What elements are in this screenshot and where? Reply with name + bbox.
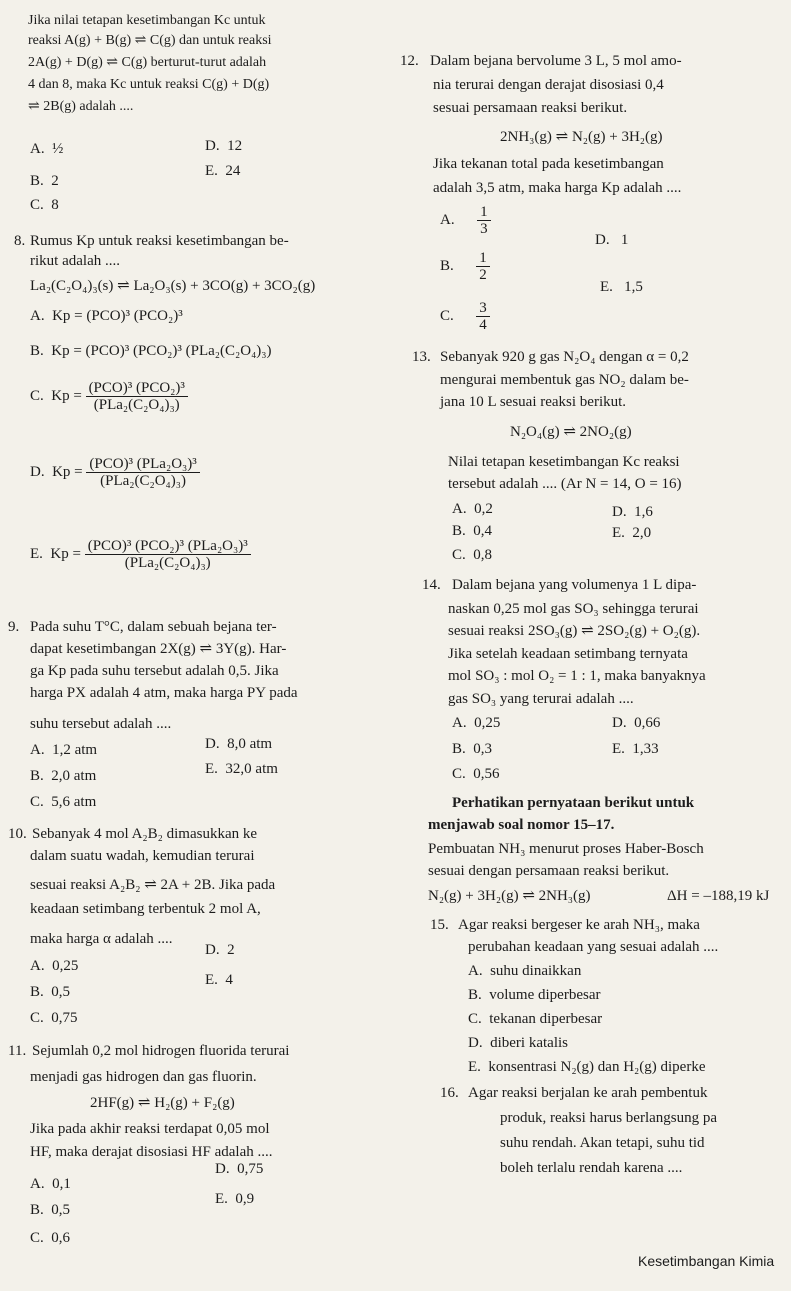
q9-number: 9. — [8, 619, 20, 635]
q9-option-c: C. 5,6 atm — [30, 794, 97, 810]
q10-line1: Sebanyak 4 mol A₂B₂ dimasukkan ke — [32, 826, 258, 842]
q7-option-d: D. 12 — [205, 138, 243, 154]
q8-option-b: B. Kp = (PCO)³ (PCO₂)³ (PLa₂(C₂O₄)₃) — [30, 343, 272, 359]
q14-line5: mol SO₃ : mol O₂ = 1 : 1, maka banyaknya — [448, 668, 706, 684]
q10-option-d: D. 2 — [205, 942, 235, 958]
q7-option-c: C. 8 — [30, 197, 59, 213]
q8-option-e: E. Kp = $\frac{\text{(PCO)³ (PCO₂)³ (PLa₂O₃)³}}{\text{(PLa₂(C₂O₄)₃)}}$ — [30, 538, 251, 571]
stimulus-line2: menjawab soal nomor 15–17. — [428, 817, 615, 833]
q14-option-c: C. 0,56 — [452, 766, 500, 782]
q11-reaction: 2HF(g) ⇌ H₂(g) + F₂(g) — [90, 1095, 235, 1111]
q12-line1: Dalam bejana bervolume 3 L, 5 mol amo- — [430, 53, 682, 69]
q15-option-a: A. suhu dinaikkan — [468, 963, 582, 979]
q11-option-b: B. 0,5 — [30, 1202, 71, 1218]
q8-line2: rikut adalah .... — [30, 253, 120, 269]
q11-option-d: D. 0,75 — [215, 1161, 264, 1177]
q12-line2: nia terurai dengan derajat disosiasi 0,4 — [433, 77, 664, 93]
q15-option-b: B. volume diperbesar — [468, 987, 601, 1003]
q7-line1: Jika nilai tetapan kesetimbangan Kc untuk — [28, 13, 266, 28]
q13-option-b: B. 0,4 — [452, 523, 493, 539]
q9-option-b: B. 2,0 atm — [30, 768, 97, 784]
q11-option-e: E. 0,9 — [215, 1191, 255, 1207]
q15-option-c: C. tekanan diperbesar — [468, 1011, 603, 1027]
q12-number: 12. — [400, 53, 419, 69]
q12-option-b: B. $\frac{1}{2}$ — [440, 250, 490, 283]
q9-option-e: E. 32,0 atm — [205, 761, 278, 777]
q13-line4: Nilai tetapan kesetimbangan Kc reaksi — [448, 454, 680, 470]
q13-option-e: E. 2,0 — [612, 525, 652, 541]
q9-option-d: D. 8,0 atm — [205, 736, 273, 752]
q16-line3: suhu rendah. Akan tetapi, suhu tid — [500, 1135, 705, 1151]
q9-line3: ga Kp pada suhu tersebut adalah 0,5. Jika — [30, 663, 279, 679]
q8-option-c: C. Kp = $\frac{\text{(PCO)³ (PCO₂)³}}{\text{(PLa₂(C₂O₄)₃)}}$ — [30, 380, 188, 413]
q9-line5: suhu tersebut adalah .... — [30, 716, 172, 732]
q12-line5: adalah 3,5 atm, maka harga Kp adalah .... — [433, 180, 682, 196]
q7-option-a: A. ½ — [30, 141, 64, 157]
q14-option-a: A. 0,25 — [452, 715, 501, 731]
stimulus-reaction: N₂(g) + 3H₂(g) ⇌ 2NH₃(g) — [428, 888, 591, 904]
q7-option-e: E. 24 — [205, 163, 241, 179]
q16-number: 16. — [440, 1085, 459, 1101]
q10-option-e: E. 4 — [205, 972, 233, 988]
q8-number: 8. — [14, 233, 26, 249]
q10-number: 10. — [8, 826, 27, 842]
q9-line1: Pada suhu T°C, dalam sebuah bejana ter- — [30, 619, 277, 635]
q10-line4: keadaan setimbang terbentuk 2 mol A, — [30, 901, 261, 917]
q11-number: 11. — [8, 1043, 27, 1059]
q13-option-c: C. 0,8 — [452, 547, 493, 563]
q15-line1: Agar reaksi bergeser ke arah NH₃, maka — [458, 917, 700, 933]
q12-line3: sesuai persamaan reaksi berikut. — [433, 100, 628, 116]
q10-line3: sesuai reaksi A₂B₂ ⇌ 2A + 2B. Jika pada — [30, 877, 276, 893]
q11-line2: menjadi gas hidrogen dan gas fluorin. — [30, 1069, 257, 1085]
q14-line6: gas SO₃ yang terurai adalah .... — [448, 691, 634, 707]
q15-option-e: E. konsentrasi N₂(g) dan H₂(g) diperke — [468, 1059, 706, 1075]
q13-line5: tersebut adalah .... (Ar N = 14, O = 16) — [448, 476, 682, 492]
q8-reaction: La₂(C₂O₄)₃(s) ⇌ La₂O₃(s) + 3CO(g) + 3CO₂(g) — [30, 278, 316, 294]
q16-line1: Agar reaksi berjalan ke arah pembentuk — [468, 1085, 708, 1101]
q12-line4: Jika tekanan total pada kesetimbangan — [433, 156, 664, 172]
q12-reaction: 2NH₃(g) ⇌ N₂(g) + 3H₂(g) — [500, 129, 663, 145]
q13-line3: jana 10 L sesuai reaksi berikut. — [440, 394, 627, 410]
q13-number: 13. — [412, 349, 431, 365]
q7-option-b: B. 2 — [30, 173, 59, 189]
q14-line1: Dalam bejana yang volumenya 1 L dipa- — [452, 577, 697, 593]
stimulus-line4: sesuai dengan persamaan reaksi berikut. — [428, 863, 670, 879]
q8-option-d: D. Kp = $\frac{\text{(PCO)³ (PLa₂O₃)³}}{\text{(PLa₂(C₂O₄)₃)}}$ — [30, 456, 200, 489]
q13-line1: Sebanyak 920 g gas N₂O₄ dengan α = 0,2 — [440, 349, 689, 365]
q12-option-c: C. $\frac{3}{4}$ — [440, 300, 490, 333]
q11-line3: Jika pada akhir reaksi terdapat 0,05 mol — [30, 1121, 270, 1137]
q9-option-a: A. 1,2 atm — [30, 742, 98, 758]
q14-number: 14. — [422, 577, 441, 593]
q16-line2: produk, reaksi harus berlangsung pa — [500, 1110, 718, 1126]
q13-line2: mengurai membentuk gas NO₂ dalam be- — [440, 372, 689, 388]
q10-line5: maka harga α adalah .... — [30, 931, 173, 947]
q12-option-a: A. $\frac{1}{3}$ — [440, 204, 491, 237]
q7-line5: ⇌ 2B(g) adalah .... — [28, 99, 134, 114]
q7-line2: reaksi A(g) + B(g) ⇌ C(g) dan untuk reaksi — [28, 33, 272, 48]
q10-line2: dalam suatu wadah, kemudian terurai — [30, 848, 255, 864]
q10-option-b: B. 0,5 — [30, 984, 71, 1000]
q15-line2: perubahan keadaan yang sesuai adalah .... — [468, 939, 719, 955]
q13-option-a: A. 0,2 — [452, 501, 493, 517]
q7-line4: 4 dan 8, maka Kc untuk reaksi C(g) + D(g) — [28, 77, 270, 92]
q11-option-a: A. 0,1 — [30, 1176, 71, 1192]
q14-line3: sesuai reaksi 2SO₃(g) ⇌ 2SO₂(g) + O₂(g). — [448, 623, 701, 639]
q11-line4: HF, maka derajat disosiasi HF adalah .... — [30, 1144, 273, 1160]
q12-option-e: E. 1,5 — [600, 279, 643, 295]
stimulus-line3: Pembuatan NH₃ menurut proses Haber-Bosch — [428, 841, 704, 857]
q9-line2: dapat kesetimbangan 2X(g) ⇌ 3Y(g). Har- — [30, 641, 287, 657]
q10-option-a: A. 0,25 — [30, 958, 79, 974]
q14-option-e: E. 1,33 — [612, 741, 659, 757]
q14-option-d: D. 0,66 — [612, 715, 661, 731]
q11-option-c: C. 0,6 — [30, 1230, 71, 1246]
q10-option-c: C. 0,75 — [30, 1010, 78, 1026]
q11-line1: Sejumlah 0,2 mol hidrogen fluorida terurai — [32, 1043, 290, 1059]
q8-line1: Rumus Kp untuk reaksi kesetimbangan be- — [30, 233, 289, 249]
q15-number: 15. — [430, 917, 449, 933]
q14-line2: naskan 0,25 mol gas SO₃ sehingga terurai — [448, 601, 699, 617]
q13-option-d: D. 1,6 — [612, 504, 653, 520]
q16-line4: boleh terlalu rendah karena .... — [500, 1160, 683, 1176]
q12-option-d: D. 1 — [595, 232, 629, 248]
stimulus-line1: Perhatikan pernyataan berikut untuk — [452, 795, 695, 811]
footer-chapter-title: Kesetimbangan Kimia — [638, 1253, 775, 1269]
q14-option-b: B. 0,3 — [452, 741, 493, 757]
q7-line3: 2A(g) + D(g) ⇌ C(g) berturut-turut adalah — [28, 55, 267, 70]
stimulus-enthalpy: ΔH = –188,19 kJ — [667, 888, 770, 904]
q13-reaction: N₂O₄(g) ⇌ 2NO₂(g) — [510, 424, 632, 440]
q9-line4: harga PX adalah 4 atm, maka harga PY pada — [30, 685, 298, 701]
q14-line4: Jika setelah keadaan setimbang ternyata — [448, 646, 688, 662]
q15-option-d: D. diberi katalis — [468, 1035, 568, 1051]
q8-option-a: A. Kp = (PCO)³ (PCO₂)³ — [30, 308, 183, 324]
